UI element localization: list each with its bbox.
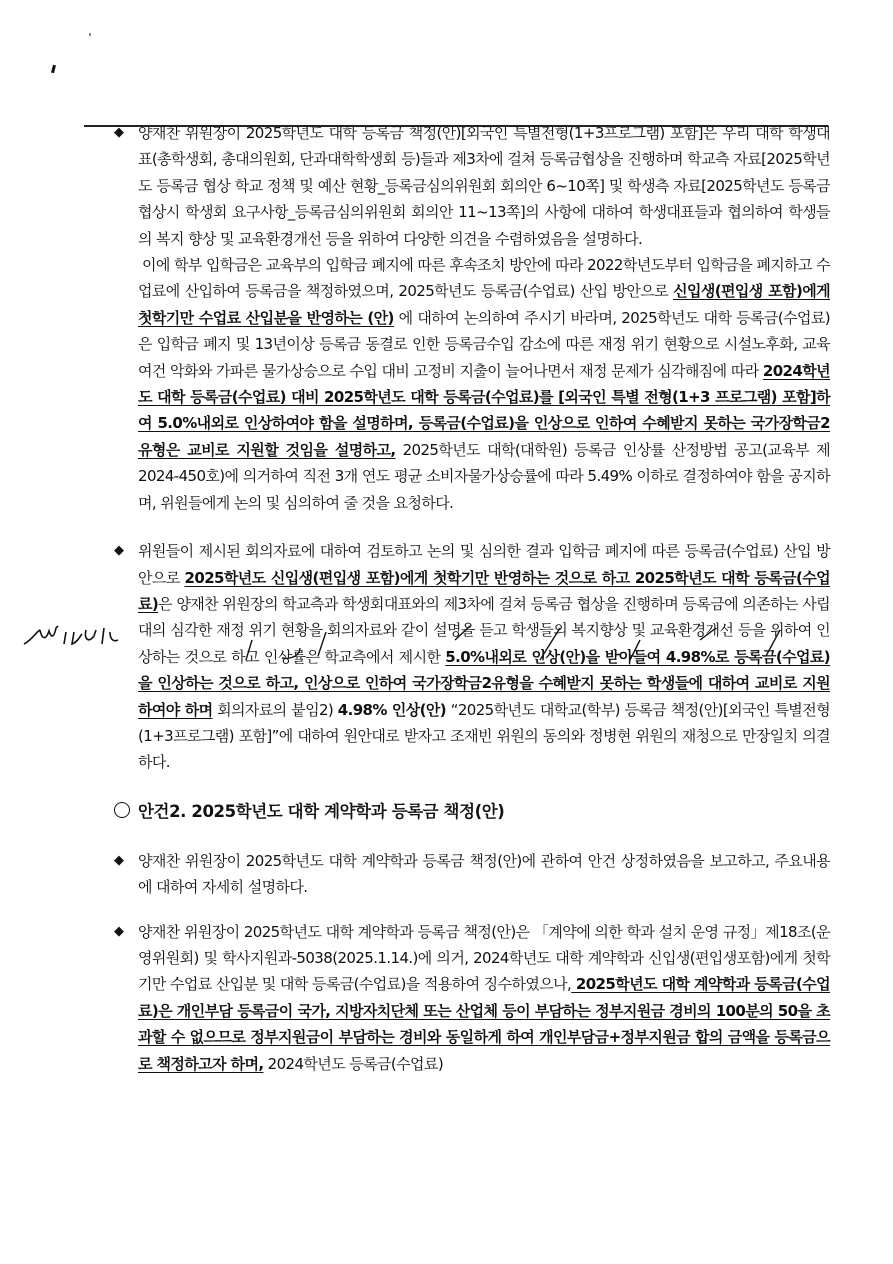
scan-speck <box>89 33 91 36</box>
text-run: 2024학년도 등록금(수업료) <box>263 1054 444 1073</box>
text-run: 은 양재찬 위원장의 학교측과 학생회대표와의 제3차에 걸쳐 등록금 협상을 진행하며 등록금에 의존하는 사립대의 심각한 재정 위기 현황을 회의자료와 같이 설명을 듣고 학생들의 복지향상 및 교육환경개선 등을 위하여 인상하는 것으로 하고 인상률은 학교측에서 제시한 <box>138 594 830 666</box>
paragraph-text: 양재찬 위원장이 2025학년도 대학 계약학과 등록금 책정(안)에 관하여 안건 상정하였음을 보고하고, 주요내용에 대하여 자세히 설명하다. <box>138 851 830 897</box>
paragraph-s1-p3 <box>114 538 830 776</box>
bold-run: 4.98% 인상(안) <box>337 700 447 719</box>
heading-text: 안건2. 2025학년도 대학 계약학과 등록금 책정(안) <box>138 801 505 821</box>
text-run: “2025학년도 대학교(학부) 등록금 책정(안)[외국인 특별전형(1+3프로그램) 포함]”에 대하여 원안대로 받자고 조재빈 위원의 동의와 정병현 위원의 재청으로 만장일치 의결하다. <box>138 700 830 772</box>
diamond-bullet-icon: ◆ <box>114 125 124 140</box>
text-run: 양재찬 위원장이 2025학년도 대학 계약학과 등록금 책정(안)은 「계약에 의한 학과 설치 운영 규정」제18조(운영위원회) 및 학사지원과-5038(2025.1.14.)에 의거, 2024학년도 대학 계약학과 신입생(편입생포함)에게 첫학기만 수업료 산입분 및 대학 등록금(수업료)을 적용하여 징수하였으나, <box>138 922 830 994</box>
paragraph-s2-p2 <box>114 919 830 1077</box>
underlined-bold-run: 2025학년도 대학 계약학과 등록금(수업료)은 개인부담 등록금이 국가, 지방자치단체 또는 산업체 등이 부담하는 정부지원금 경비의 100분의 50을 초과할 수 없으므로 정부지원금이 부담하는 경비와 동일하게 하여 개인부담금+정부지원금 합의 금액을 등록금으로 책정하고자 하며, <box>138 975 830 1073</box>
underlined-bold-run: 2025학년도 신입생(편입생 포함)에게 첫학기만 반영하는 것으로 하고 2025학년도 대학 등록금(수업료) <box>138 568 830 613</box>
scan-mark <box>51 65 56 74</box>
paragraph-s1-p2 <box>114 252 830 516</box>
text-run: 회의자료의 붙임2) <box>212 700 338 719</box>
paragraph-text: 양재찬 위원장이 2025학년도 대학 등록금 책정(안)[외국인 특별전형(1+3프로그램) 포함]은 우리 대학 학생대표(총학생회, 총대의원회, 단과대학학생회 등)들과 제3차에 걸쳐 등록금협상을 진행하며 학교측 자료[2025학년도 등록금 협상 학교 정책 및 예산 현황_등록금심의위원회 회의안 6~10쪽] 및 학생측 자료[2025학년도 등록금 협상시 학생회 요구사항_등록금심의위원회 회의안 11~13쪽]의 사항에 대하여 학생대표들과 협의하여 학생들의 복지 향상 및 교육환경개선 등을 위하여 다양한 의견을 수렴하였음을 설명하다. <box>138 124 830 248</box>
diamond-bullet-icon: ◆ <box>114 852 124 868</box>
text-run: 에 대하여 논의하여 주시기 바라며, 2025학년도 대학 등록금(수업료)은 입학금 폐지 및 13년이상 등록금 동결로 인한 등록금수입 감소에 따른 재정 위기 현황으로 시설노후화, 교육여건 악화와 가파른 물가상승으로 수입 대비 고정비 지출이 늘어나면서 재정 문제가 심각해짐에 따라 <box>138 308 830 380</box>
paragraph-s1-p1 <box>114 120 830 252</box>
diamond-bullet-icon: ◆ <box>114 543 124 559</box>
text-run: 위원들이 제시된 회의자료에 대하여 검토하고 논의 및 심의한 결과 입학금 폐지에 따른 등록금(수업료) 산입 방안으로 <box>138 542 830 587</box>
document-page <box>114 120 830 1077</box>
agenda-heading <box>114 798 830 826</box>
underlined-run: 신입생(편입생 포함)에게 첫학기만 수업료 산입분을 반영하는 (안) <box>138 282 830 327</box>
text-run: 2025학년도 대학(대학원) 등록금 인상률 산정방법 공고(교육부 제2024-450호)에 의거하여 직전 3개 연도 평균 소비자물가상승률에 따라 5.49% 이하로 결정하여야 함을 공지하며, 위원들에게 논의 및 심의하여 줄 것을 요청하다. <box>138 440 830 512</box>
circle-marker-icon <box>114 802 130 818</box>
underlined-bold-run: 2024학년도 대학 등록금(수업료) 대비 2025학년도 대학 등록금(수업료)를 [외국인 특별 전형(1+3 프로그램) 포함]하여 5.0%내외로 인상하여야 함을 설명하며, 등록금(수업료)을 인상으로 인하여 수혜받지 못하는 국가장학금2유형은 교비로 지원할 것임을 설명하고, <box>138 361 830 459</box>
underlined-bold-run: 5.0%내외로 인상(안)을 받아들여 4.98%로 등록금(수업료)을 인상하는 것으로 하고, 인상으로 인하여 국가장학금2유형을 수혜받지 못하는 학생들에 대하여 교비로 지원하여야 하며 <box>138 647 831 719</box>
paragraph-s2-p1 <box>114 848 830 901</box>
diamond-bullet-icon: ◆ <box>114 923 124 939</box>
text-run: 이에 학부 입학금은 교육부의 입학금 폐지에 따른 후속조치 방안에 따라 2022학년도부터 입학금을 폐지하고 수업료에 산입하여 등록금을 책정하였으며, 2025학년도 등록금(수업료) 산입 방안으로 <box>138 256 830 301</box>
